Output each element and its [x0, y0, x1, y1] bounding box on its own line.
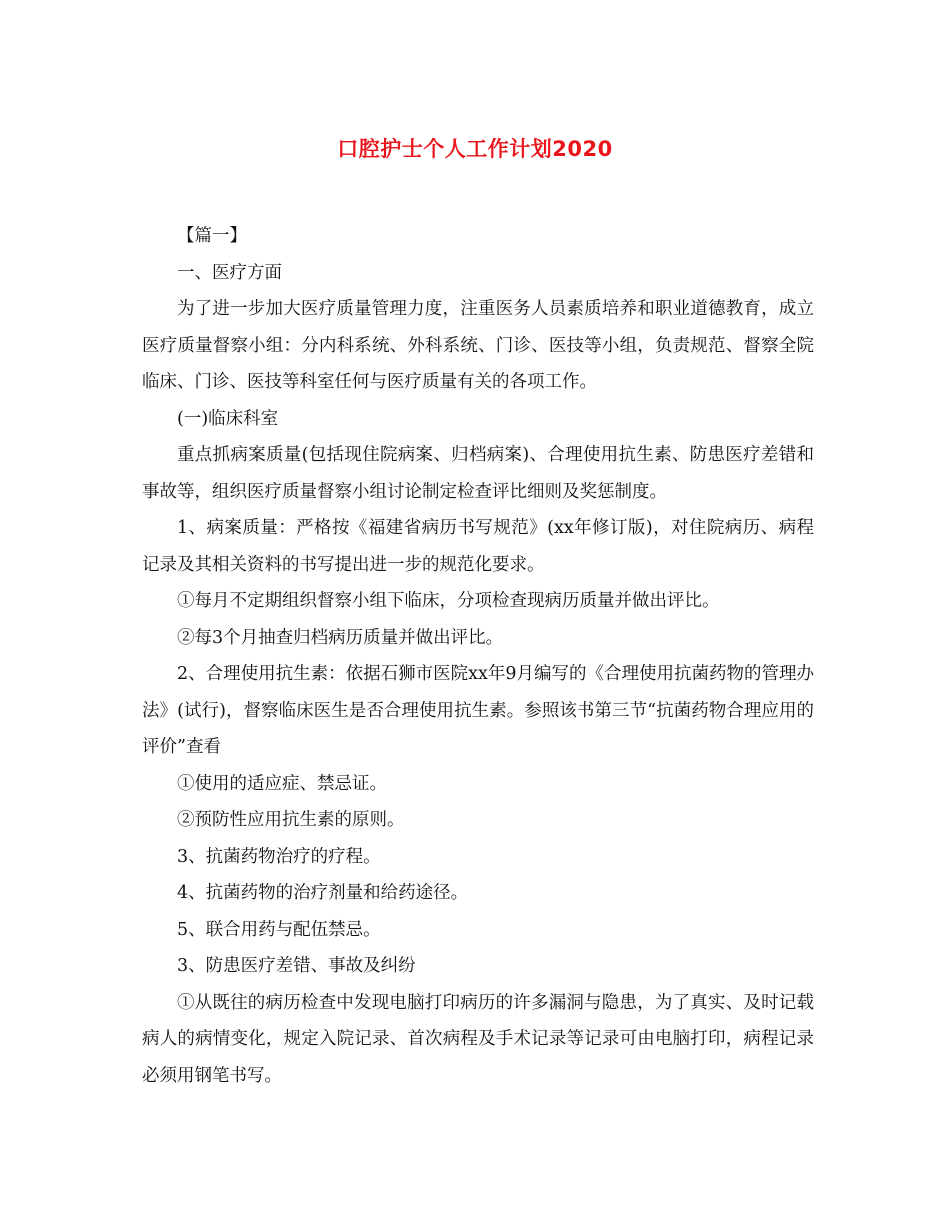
- paragraph: 重点抓病案质量(包括现住院病案、归档病案)、合理使用抗生素、防患医疗差错和事故等，组织医疗质量督察小组讨论制定检查评比细则及奖惩制度。: [142, 445, 814, 502]
- list-item: 4、抗菌药物的治疗剂量和给药途径。: [177, 883, 469, 903]
- document-title: 口腔护士个人工作计划2020: [337, 137, 613, 161]
- paragraph: ①从既往的病历检查中发现电脑打印病历的许多漏洞与隐患，为了真实、及时记载病人的病情变化，规定入院记录、首次病程及手术记录等记录可由电脑打印，病程记录必须用钢笔书写。: [142, 992, 814, 1086]
- document-body: [142, 218, 814, 1094]
- subsection-heading: 一、医疗方面: [177, 262, 282, 283]
- list-item: ①使用的适应症、禁忌证。: [177, 773, 387, 794]
- paragraph: 为了进一步加大医疗质量管理力度，注重医务人员素质培养和职业道德教育，成立医疗质量督察小组：分内科系统、外科系统、门诊、医技等小组，负责规范、督察全院临床、门诊、医技等科室任何与医疗质量有关的各项工作。: [142, 299, 814, 392]
- list-item: ②预防性应用抗生素的原则。: [177, 810, 405, 830]
- subsection-heading: (一)临床科室: [177, 408, 279, 429]
- section-heading: 【篇一】: [177, 226, 247, 246]
- paragraph: 3、防患医疗差错、事故及纠纷: [177, 956, 416, 976]
- paragraph: 2、合理使用抗生素：依据石狮市医院xx年9月编写的《合理使用抗菌药物的管理办法》(试行)，督察临床医生是否合理使用抗生素。参照该书第三节“抗菌药物合理应用的评价”查看: [142, 664, 815, 757]
- list-item: 5、联合用药与配伍禁忌。: [177, 919, 381, 940]
- paragraph: 1、病案质量：严格按《福建省病历书写规范》(xx年修订版)，对住院病历、病程记录及其相关资料的书写提出进一步的规范化要求。: [142, 518, 814, 575]
- list-item: ②每3个月抽查归档病历质量并做出评比。: [177, 627, 504, 648]
- list-item: ①每月不定期组织督察小组下临床，分项检查现病历质量并做出评比。: [177, 591, 720, 611]
- list-item: 3、抗菌药物治疗的疗程。: [177, 846, 381, 867]
